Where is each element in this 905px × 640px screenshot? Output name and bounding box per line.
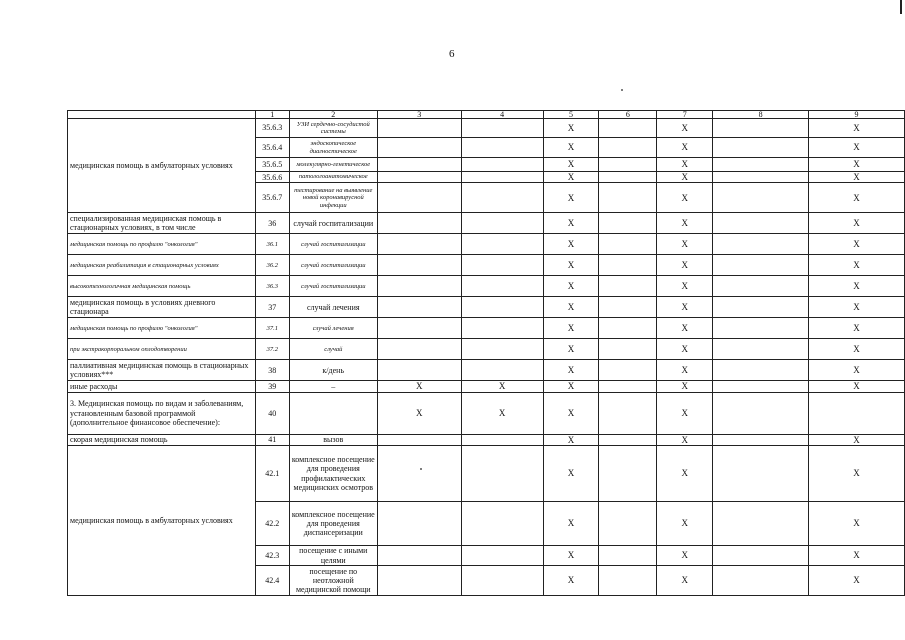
row-unit: эндоскопическое диагностическое xyxy=(289,138,377,158)
cell-x: Х xyxy=(809,119,905,138)
cell-x: Х xyxy=(809,297,905,318)
cell-x: Х xyxy=(543,138,599,158)
scan-edge-mark xyxy=(900,0,902,14)
cell-x: Х xyxy=(543,255,599,276)
cell-x: Х xyxy=(543,392,599,434)
cell-empty xyxy=(713,183,809,213)
cell-empty xyxy=(713,119,809,138)
header-cell: 6 xyxy=(599,111,657,119)
cell-empty xyxy=(461,318,543,339)
row-unit: посещение по неотложной медицинской помощи xyxy=(289,566,377,596)
cell-empty xyxy=(377,119,461,138)
header-cell: 4 xyxy=(461,111,543,119)
row-code: 35.6.6 xyxy=(255,172,289,183)
row-code: 37.2 xyxy=(255,339,289,360)
row-unit: случай госпитализации xyxy=(289,213,377,234)
cell-empty xyxy=(713,546,809,566)
row-unit: патологоанатомическое xyxy=(289,172,377,183)
cell-empty xyxy=(713,381,809,392)
cell-x: Х xyxy=(809,434,905,445)
cell-empty xyxy=(461,158,543,172)
cell-x: Х xyxy=(543,566,599,596)
cell-empty xyxy=(377,158,461,172)
cell-x: Х xyxy=(809,381,905,392)
table-row xyxy=(68,297,905,318)
cell-empty xyxy=(461,434,543,445)
cell-x: Х xyxy=(657,434,713,445)
table-row xyxy=(68,234,905,255)
row-label: 3. Медицинская помощь по видам и заболеваниям, установленным базовой программой (дополнительное финансовое обеспечение): xyxy=(68,392,256,434)
cell-x: Х xyxy=(809,172,905,183)
cell-x: Х xyxy=(543,213,599,234)
cell-x: Х xyxy=(657,339,713,360)
row-unit: тестирование на выявление новой коронавирусной инфекции xyxy=(289,183,377,213)
cell-empty xyxy=(713,318,809,339)
cell-empty xyxy=(461,566,543,596)
cell-empty xyxy=(599,234,657,255)
table-row xyxy=(68,434,905,445)
row-label: медицинская помощь по профилю "онкология" xyxy=(68,318,256,339)
cell-empty xyxy=(377,213,461,234)
cell-x: Х xyxy=(657,502,713,546)
cell-empty xyxy=(713,502,809,546)
cell-empty xyxy=(377,234,461,255)
cell-empty xyxy=(599,138,657,158)
row-unit: комплексное посещение для проведения профилактических медицинских осмотров xyxy=(289,446,377,502)
cell-empty xyxy=(713,339,809,360)
cell-empty xyxy=(599,381,657,392)
cell-empty xyxy=(599,213,657,234)
table-row xyxy=(68,360,905,381)
row-unit: случай госпитализации xyxy=(289,276,377,297)
row-unit: УЗИ сердечно-сосудистой системы xyxy=(289,119,377,138)
row-code: 42.4 xyxy=(255,566,289,596)
cell-empty xyxy=(713,276,809,297)
cell-empty xyxy=(599,183,657,213)
cell-x: Х xyxy=(657,566,713,596)
cell-x: Х xyxy=(543,234,599,255)
header-cell: 2 xyxy=(289,111,377,119)
cell-x: Х xyxy=(809,183,905,213)
row-code: 35.6.5 xyxy=(255,158,289,172)
cell-x: Х xyxy=(657,138,713,158)
cell-x: Х xyxy=(809,546,905,566)
cell-empty xyxy=(713,213,809,234)
cell-x: Х xyxy=(377,392,461,434)
tariff-table xyxy=(67,110,905,596)
cell-empty xyxy=(377,502,461,546)
cell-empty xyxy=(461,119,543,138)
table-row xyxy=(68,213,905,234)
cell-empty xyxy=(713,446,809,502)
row-label: высокотехнологичная медицинская помощь xyxy=(68,276,256,297)
cell-empty xyxy=(599,339,657,360)
cell-x: Х xyxy=(657,360,713,381)
row-label: медицинская помощь по профилю "онкология" xyxy=(68,234,256,255)
row-code: 36 xyxy=(255,213,289,234)
table-row xyxy=(68,318,905,339)
cell-empty xyxy=(713,392,809,434)
cell-x: Х xyxy=(543,446,599,502)
cell-empty xyxy=(599,446,657,502)
cell-x: Х xyxy=(657,446,713,502)
row-code: 39 xyxy=(255,381,289,392)
cell-x: Х xyxy=(543,339,599,360)
row-label: медицинская помощь в амбулаторных условиях xyxy=(68,119,256,213)
row-code: 40 xyxy=(255,392,289,434)
row-code: 37.1 xyxy=(255,318,289,339)
cell-x: Х xyxy=(809,502,905,546)
cell-x: Х xyxy=(543,360,599,381)
cell-empty xyxy=(461,213,543,234)
cell-x: Х xyxy=(657,213,713,234)
cell-x: Х xyxy=(657,392,713,434)
cell-x: Х xyxy=(377,381,461,392)
cell-x: Х xyxy=(543,381,599,392)
cell-empty xyxy=(377,446,461,502)
row-code: 35.6.4 xyxy=(255,138,289,158)
cell-empty xyxy=(599,392,657,434)
cell-x: Х xyxy=(809,213,905,234)
cell-x: Х xyxy=(809,234,905,255)
cell-x: Х xyxy=(657,172,713,183)
row-label: медицинская помощь в амбулаторных условиях xyxy=(68,446,256,596)
cell-empty xyxy=(713,360,809,381)
cell-empty xyxy=(377,183,461,213)
cell-x: Х xyxy=(543,297,599,318)
cell-empty xyxy=(461,255,543,276)
cell-empty xyxy=(461,502,543,546)
cell-empty xyxy=(713,297,809,318)
cell-x: Х xyxy=(809,446,905,502)
table-row xyxy=(68,392,905,434)
cell-x: Х xyxy=(809,339,905,360)
cell-empty xyxy=(461,360,543,381)
row-label: медицинская помощь в условиях дневного стационара xyxy=(68,297,256,318)
row-label: медицинская реабилитация в стационарных условиях xyxy=(68,255,256,276)
cell-x: Х xyxy=(809,566,905,596)
row-code: 42.2 xyxy=(255,502,289,546)
row-unit: к/день xyxy=(289,360,377,381)
cell-x: Х xyxy=(657,318,713,339)
cell-empty xyxy=(599,297,657,318)
row-label: специализированная медицинская помощь в стационарных условиях, в том числе xyxy=(68,213,256,234)
cell-empty xyxy=(713,255,809,276)
cell-empty xyxy=(377,297,461,318)
header-cell: 7 xyxy=(657,111,713,119)
cell-x: Х xyxy=(461,392,543,434)
cell-x: Х xyxy=(657,381,713,392)
cell-empty xyxy=(599,546,657,566)
header-cell: 3 xyxy=(377,111,461,119)
cell-x: Х xyxy=(461,381,543,392)
scan-speck xyxy=(621,89,623,91)
cell-x: Х xyxy=(657,234,713,255)
cell-empty xyxy=(377,255,461,276)
cell-empty xyxy=(461,339,543,360)
cell-empty xyxy=(809,392,905,434)
cell-x: Х xyxy=(657,297,713,318)
cell-x: Х xyxy=(809,360,905,381)
cell-x: Х xyxy=(657,546,713,566)
cell-empty xyxy=(461,234,543,255)
cell-x: Х xyxy=(657,183,713,213)
cell-empty xyxy=(599,276,657,297)
cell-x: Х xyxy=(543,158,599,172)
cell-empty xyxy=(599,119,657,138)
cell-empty xyxy=(461,172,543,183)
cell-x: Х xyxy=(543,183,599,213)
cell-empty xyxy=(713,434,809,445)
cell-empty xyxy=(599,502,657,546)
cell-x: Х xyxy=(809,318,905,339)
table-row xyxy=(68,381,905,392)
row-code: 35.6.3 xyxy=(255,119,289,138)
table-row xyxy=(68,119,905,138)
cell-empty xyxy=(713,234,809,255)
cell-x: Х xyxy=(543,546,599,566)
table-row xyxy=(68,255,905,276)
cell-empty xyxy=(377,138,461,158)
cell-empty xyxy=(599,172,657,183)
row-unit: случай xyxy=(289,339,377,360)
row-code: 38 xyxy=(255,360,289,381)
cell-empty xyxy=(599,360,657,381)
cell-empty xyxy=(599,566,657,596)
cell-empty xyxy=(599,255,657,276)
row-code: 41 xyxy=(255,434,289,445)
row-unit: вызов xyxy=(289,434,377,445)
cell-x: Х xyxy=(657,158,713,172)
header-cell: 5 xyxy=(543,111,599,119)
cell-empty xyxy=(377,566,461,596)
row-code: 42.3 xyxy=(255,546,289,566)
row-unit: молекулярно-генетическое xyxy=(289,158,377,172)
row-code: 42.1 xyxy=(255,446,289,502)
row-label: иные расходы xyxy=(68,381,256,392)
row-unit: случай госпитализации xyxy=(289,255,377,276)
row-unit xyxy=(289,392,377,434)
cell-x: Х xyxy=(657,119,713,138)
header-cell: 9 xyxy=(809,111,905,119)
row-code: 36.3 xyxy=(255,276,289,297)
cell-x: Х xyxy=(543,172,599,183)
cell-empty xyxy=(713,566,809,596)
page-number: 6 xyxy=(449,48,455,60)
cell-x: Х xyxy=(543,276,599,297)
cell-empty xyxy=(377,546,461,566)
cell-empty xyxy=(713,172,809,183)
row-unit: комплексное посещение для проведения диспансеризации xyxy=(289,502,377,546)
cell-empty xyxy=(461,276,543,297)
cell-x: Х xyxy=(657,276,713,297)
row-code: 35.6.7 xyxy=(255,183,289,213)
cell-empty xyxy=(461,446,543,502)
row-label: паллиативная медицинская помощь в стационарных условиях*** xyxy=(68,360,256,381)
row-unit: – xyxy=(289,381,377,392)
table-row xyxy=(68,339,905,360)
header-row xyxy=(68,111,905,119)
cell-empty xyxy=(713,138,809,158)
cell-empty xyxy=(377,276,461,297)
row-label: при экстракорпоральном оплодотворении xyxy=(68,339,256,360)
cell-x: Х xyxy=(543,318,599,339)
cell-x: Х xyxy=(809,158,905,172)
row-unit: случай госпитализации xyxy=(289,234,377,255)
table-row xyxy=(68,276,905,297)
header-cell: 8 xyxy=(713,111,809,119)
cell-empty xyxy=(599,158,657,172)
cell-empty xyxy=(599,434,657,445)
cell-empty xyxy=(377,339,461,360)
cell-x: Х xyxy=(809,138,905,158)
table-row xyxy=(68,446,905,502)
cell-empty xyxy=(461,546,543,566)
cell-empty xyxy=(377,172,461,183)
cell-x: Х xyxy=(543,502,599,546)
cell-empty xyxy=(461,297,543,318)
row-unit: случай лечения xyxy=(289,318,377,339)
header-blank xyxy=(68,111,256,119)
cell-empty xyxy=(713,158,809,172)
cell-x: Х xyxy=(809,276,905,297)
cell-empty xyxy=(461,183,543,213)
cell-empty xyxy=(461,138,543,158)
row-code: 36.1 xyxy=(255,234,289,255)
row-code: 37 xyxy=(255,297,289,318)
cell-empty xyxy=(377,318,461,339)
cell-x: Х xyxy=(657,255,713,276)
cell-x: Х xyxy=(543,119,599,138)
row-label: скорая медицинская помощь xyxy=(68,434,256,445)
cell-empty xyxy=(377,434,461,445)
cell-x: Х xyxy=(543,434,599,445)
cell-empty xyxy=(599,318,657,339)
row-unit: случай лечения xyxy=(289,297,377,318)
header-cell: 1 xyxy=(255,111,289,119)
row-code: 36.2 xyxy=(255,255,289,276)
cell-empty xyxy=(377,360,461,381)
row-unit: посещение с иными целями xyxy=(289,546,377,566)
cell-x: Х xyxy=(809,255,905,276)
